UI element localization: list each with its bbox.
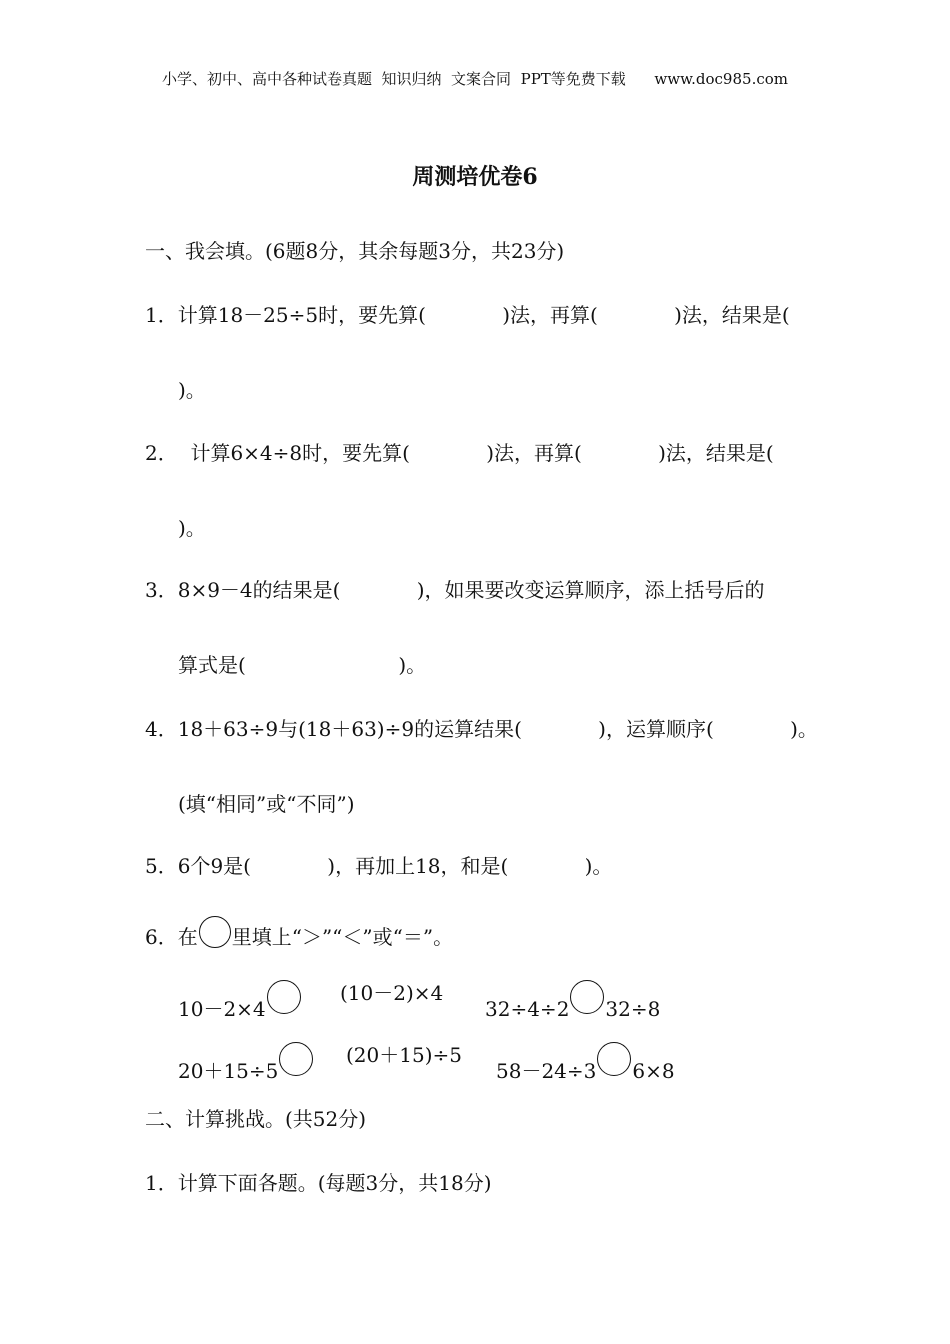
answer-circle-icon[interactable] — [570, 980, 604, 1014]
circle-icon — [199, 916, 231, 948]
compare-1a-right: (10－2)×4 — [340, 981, 444, 1005]
site-header: 小学、初中、高中各种试卷真题 知识归纳 文案合同 PPT等免费下载 www.doc985.com — [161, 70, 788, 88]
compare-1b-left: 32÷4÷2 — [485, 997, 570, 1021]
compare-2b-right: 6×8 — [632, 1059, 675, 1083]
q4-line1: 4．18＋63÷9与(18＋63)÷9的运算结果( )，运算顺序( )。 — [145, 717, 818, 741]
compare-2a — [178, 1042, 314, 1084]
q2-line1: 2． 计算6×4÷8时，要先算( )法，再算( )法，结果是( — [145, 441, 774, 465]
section2-q1: 1．计算下面各题。(每题3分，共18分) — [145, 1171, 492, 1195]
answer-circle-icon[interactable] — [267, 980, 301, 1014]
q4-line2: (填“相同”或“不同”) — [178, 792, 355, 816]
page-title: 周测培优卷6 — [412, 164, 538, 190]
compare-1b — [485, 980, 660, 1022]
compare-1b-right: 32÷8 — [605, 997, 661, 1021]
q6-post: 里填上“＞”“＜”或“＝”。 — [231, 925, 454, 949]
q6-line — [145, 916, 453, 950]
compare-2b — [496, 1042, 675, 1084]
q1-line2: )。 — [178, 378, 206, 402]
compare-1a-left: 10－2×4 — [178, 997, 266, 1021]
compare-1a — [178, 980, 302, 1022]
answer-circle-icon[interactable] — [279, 1042, 313, 1076]
section1-heading: 一、我会填。(6题8分，其余每题3分，共23分) — [145, 239, 565, 263]
compare-2a-left: 20＋15÷5 — [178, 1059, 279, 1083]
q1-line1: 1．计算18－25÷5时，要先算( )法，再算( )法，结果是( — [145, 303, 790, 327]
section2-heading: 二、计算挑战。(共52分) — [145, 1107, 367, 1131]
q3-line1: 3．8×9－4的结果是( )，如果要改变运算顺序，添上括号后的 — [145, 578, 765, 602]
q5-line: 5．6个9是( )，再加上18，和是( )。 — [145, 854, 613, 878]
compare-2a-right: (20＋15)÷5 — [346, 1043, 462, 1067]
compare-2b-left: 58－24÷3 — [496, 1059, 597, 1083]
answer-circle-icon[interactable] — [597, 1042, 631, 1076]
q3-line2: 算式是( )。 — [178, 653, 427, 677]
q2-line2: )。 — [178, 516, 206, 540]
q6-pre: 6．在 — [145, 925, 198, 949]
